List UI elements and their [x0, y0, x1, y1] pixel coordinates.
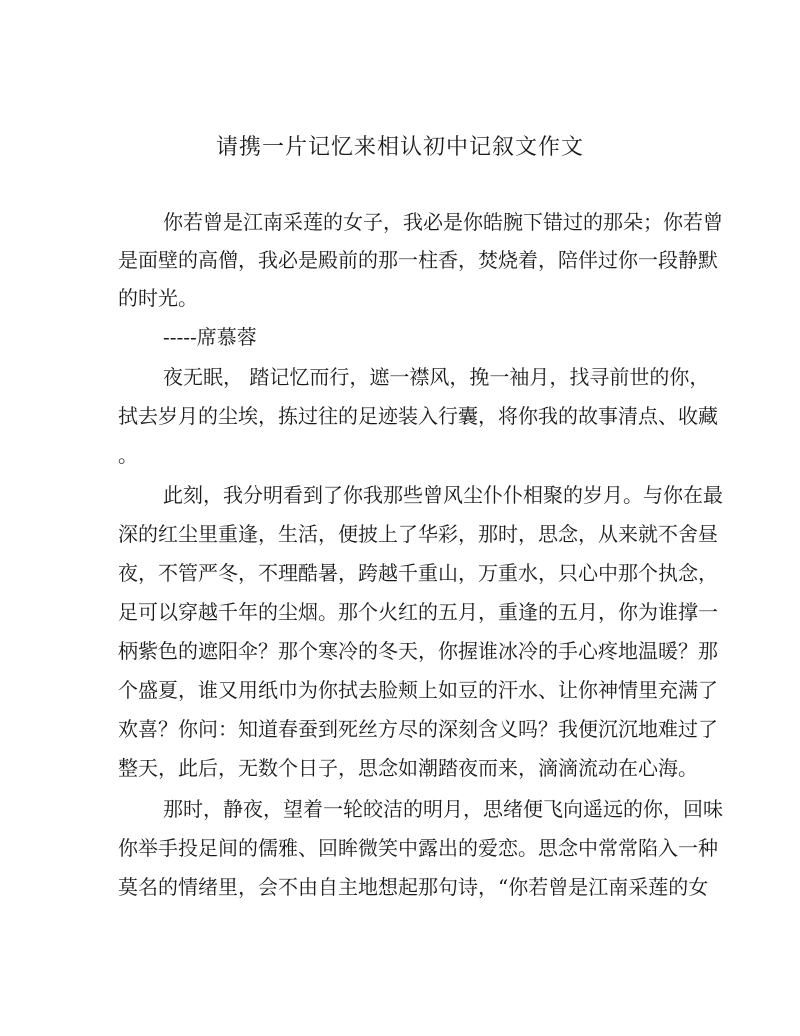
- text-line: 夜，不管严冬，不理酷暑，跨越千重山，万重水，只心中那个执念，: [118, 561, 718, 585]
- text-line: 那时，静夜，望着一轮皎洁的明月，思绪便飞向遥远的你，回味: [163, 797, 723, 821]
- text-line: 你举手投足间的儒雅、回眸微笑中露出的爱恋。思念中常常陷入一种: [118, 836, 718, 860]
- text-line: 个盛夏，谁又用纸巾为你拭去脸颊上如豆的汗水、让你神情里充满了: [118, 678, 718, 702]
- text-line: 此刻，我分明看到了你我那些曾风尘仆仆相聚的岁月。与你在最: [163, 483, 723, 507]
- text-line: 的时光。: [118, 286, 198, 310]
- text-line: 拭去岁月的尘埃，拣过往的足迹装入行囊，将你我的故事清点、收藏: [118, 404, 718, 428]
- document-title: 请携一片记忆来相认初中记叙文作文: [215, 135, 584, 160]
- text-line: 你若曾是江南采莲的女子，我必是你皓腕下错过的那朵；你若曾: [163, 210, 723, 234]
- text-line: 柄紫色的遮阳伞？那个寒冷的冬天，你握谁冰冷的手心疼地温暖？那: [118, 639, 718, 663]
- text-line: 深的红尘里重逢，生活，便披上了华彩，那时，思念，从来就不舍昼: [118, 522, 718, 546]
- text-line: 莫名的情绪里，会不由自主地想起那句诗，“你若曾是江南采莲的女: [118, 875, 709, 899]
- text-line: 整天，此后，无数个日子，思念如潮踏夜而来，滴滴流动在心海。: [118, 756, 698, 780]
- text-line: 欢喜？你问：知道春蚕到死丝方尽的深刻含义吗？我便沉沉地难过了: [118, 717, 718, 741]
- text-line: 夜无眠， 踏记忆而行，遮一襟风，挽一袖月，找寻前世的你，: [163, 365, 710, 389]
- text-line: 。: [118, 443, 138, 467]
- text-line: -----席慕蓉: [163, 325, 257, 349]
- text-line: 足可以穿越千年的尘烟。那个火红的五月，重逢的五月，你为谁撑一: [118, 600, 718, 624]
- text-line: 是面壁的高僧，我必是殿前的那一柱香，焚烧着，陪伴过你一段静默: [118, 248, 718, 272]
